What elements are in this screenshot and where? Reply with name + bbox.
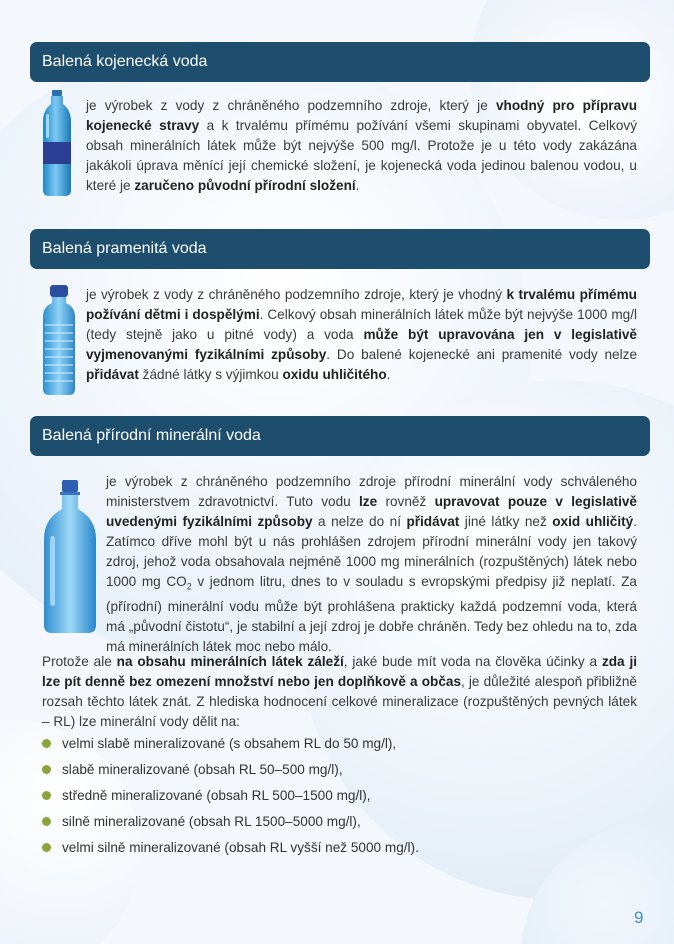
bullet-dot-icon: [42, 791, 51, 800]
bullet-dot-icon: [42, 817, 51, 826]
text-run: a k trvalému přímému požívání všemi skupinami obyvatel. Celkový obsah minerálních látek může být nejvýše 500 mg/l. Protože je u této vody zakázána jakákoli úprava měnící její chemické složení, je kojenecká voda jedinou balenou vodou, u které je: [86, 118, 637, 193]
bold-text: přidávat: [86, 367, 139, 382]
bullet-dot-icon: [42, 843, 51, 852]
section-title: Balená kojenecká voda: [42, 53, 208, 70]
bold-text: zaručeno původní přírodní složení: [134, 178, 356, 193]
paragraph-infant-water: [86, 96, 637, 196]
text-run: , je důležité alespoň přibližně rozsah těchto látek znát. Z hlediska hodnocení celkové mineralizace (rozpuštěných pevných látek – RL) lze minerální vody dělit na:: [42, 674, 637, 729]
page-number: 9: [634, 908, 644, 927]
water-bottle-ribbed-icon: [41, 285, 77, 395]
bullet-dot-icon: [42, 739, 51, 748]
bold-text: upravovat pouze v legislativě uvedenými fyzikálními způsoby: [106, 494, 637, 529]
subscript-text: 2: [186, 581, 192, 592]
paragraph-spring-water: [86, 285, 637, 385]
list-item: velmi silně mineralizované (obsah RL vyšší než 5000 mg/l).: [42, 838, 419, 864]
bold-text: přidávat: [406, 514, 460, 529]
mineralization-list: [42, 734, 419, 864]
list-item: slabě mineralizované (obsah RL 50–500 mg/l),: [42, 760, 419, 786]
bold-text: k trvalému přímému požívání dětmi i dospělými: [86, 287, 637, 322]
bold-text: na obsahu minerálních látek záleží: [116, 654, 344, 669]
text-run: je výrobek z vody z chráněného podzemního zdroje, který je: [86, 98, 496, 113]
text-run: jiné látky než: [459, 514, 553, 529]
section-header-spring-water: [30, 229, 650, 269]
paragraph-mineralization: [42, 652, 637, 732]
text-run: Protože ale: [42, 654, 117, 669]
bold-text: může být upravována jen v legislativě vyjmenovanými fyzikálními způsoby: [86, 327, 637, 362]
text-run: . Celkový obsah minerálních látek může být nejvýše 1000 mg/l (tedy stejně jako u pitné vody) a voda: [86, 307, 637, 342]
text-run: v jednom litru, dnes to v souladu s evropskými předpisy již neplatí. Za (přírodní) minerální vodu může být prohlášena prakticky každá podzemní voda, která má „původní čistotu“, je stabilní a její zdroj je dobře chráněn. Tedy bez ohledu na to, zda má minerálních látek moc nebo málo.: [106, 574, 637, 654]
text-run: .: [355, 178, 360, 193]
water-bottle-blue-label-icon: [40, 90, 74, 196]
text-run: je výrobek z vody z chráněného podzemního zdroje, který je vhodný: [86, 287, 507, 302]
bold-text: oxidu uhličitého: [282, 367, 387, 382]
list-item: velmi slabě mineralizované (s obsahem RL do 50 mg/l),: [42, 734, 419, 760]
section-header-mineral-water: [30, 416, 650, 456]
bullet-dot-icon: [42, 765, 51, 774]
text-run: je výrobek z chráněného podzemního zdroje přírodní minerální vody schváleného ministerstvem zdravotnictví. Tuto vodu: [106, 474, 637, 509]
bold-text: lze: [359, 494, 378, 509]
section-title: Balená pramenitá voda: [42, 240, 207, 257]
text-run: . Do balené kojenecké ani pramenité vody nelze: [326, 347, 637, 362]
text-run: .: [386, 367, 391, 382]
section-title: Balená přírodní minerální voda: [42, 427, 261, 444]
bold-text: oxid uhličitý: [552, 514, 634, 529]
bold-text: vhodný pro přípravu kojenecké stravy: [86, 98, 637, 133]
water-bottle-large-icon: [42, 480, 98, 636]
text-run: . Zatímco dříve mohl být u nás prohlášen zdrojem přírodní minerální vody jen takový zdroj, jehož voda obsahovala nejméně 1000 mg minerálních (rozpuštěných) látek nebo 1000 mg CO: [106, 514, 638, 589]
list-item: silně mineralizované (obsah RL 1500–5000 mg/l),: [42, 812, 419, 838]
text-run: a nelze do ní: [312, 514, 407, 529]
text-run: žádné látky s výjimkou: [138, 367, 283, 382]
text-run: , jaké bude mít voda na člověka účinky a: [343, 654, 602, 669]
paragraph-mineral-water: [106, 472, 637, 657]
section-header-infant-water: [30, 42, 650, 82]
bold-text: zda ji lze pít denně bez omezení množství nebo jen doplňkově a občas: [42, 654, 638, 689]
text-run: rovněž: [377, 494, 435, 509]
list-item: středně mineralizované (obsah RL 500–1500 mg/l),: [42, 786, 419, 812]
